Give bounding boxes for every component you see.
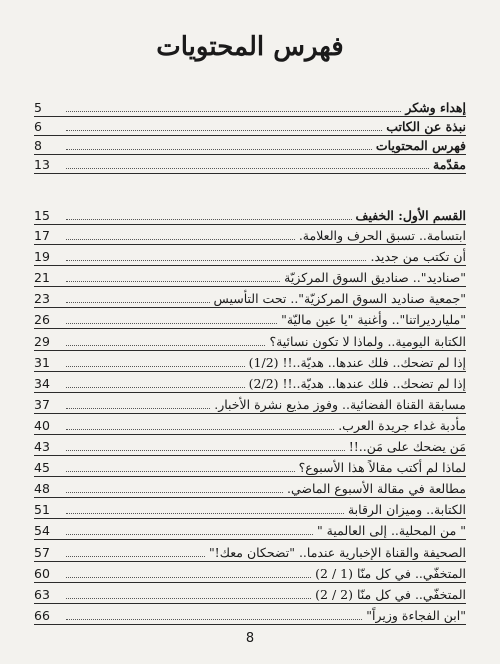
toc-title: "ابن الفجاءة وزيراً" [366,607,466,623]
toc-entry [34,330,466,351]
toc-entry [34,287,466,308]
toc-page-number: 40 [34,417,50,433]
toc-title: "مليارديراتنا".. وأغنية "يا عين ماليّة" [281,312,466,328]
toc-title: " من المحلية.. إلى العالمية " [316,523,466,539]
dot-leader [66,449,345,451]
dot-leader [66,129,382,131]
page-number: 8 [245,631,255,646]
dot-leader [66,533,313,535]
toc-page-number: 8 [34,138,42,153]
toc-page-number: 6 [34,119,42,134]
dot-leader [66,344,265,346]
dot-leader [66,512,344,514]
toc-entry [34,393,466,414]
toc-page-number: 34 [34,375,50,391]
dot-leader [66,470,295,472]
toc-page-number: 17 [34,228,50,243]
toc-title: "صناديد".. صناديق السوق المركزيّة [284,270,466,286]
toc-entry [34,266,466,287]
toc-entry [34,414,466,435]
dot-leader [66,218,352,220]
toc-entry [34,562,466,583]
dot-leader [66,365,245,367]
dot-leader [66,386,245,388]
dot-leader [66,238,295,240]
toc-entry [34,372,466,393]
dot-leader [66,301,210,303]
toc-page-number: 15 [34,208,50,223]
toc-title: أن تكتب من جديد. [370,249,466,265]
toc-entry [34,519,466,540]
toc-title: المتخفّي.. في كل منّا (1 / 2) [315,565,466,581]
section-heading [34,204,466,225]
toc-entry [34,583,466,604]
toc-page-number: 37 [34,396,50,412]
toc-page-number: 48 [34,481,50,497]
dot-leader [66,491,283,493]
toc-title: الكتابة اليومية.. ولماذا لا تكون نسائية؟ [269,333,466,349]
toc-page-number: 63 [34,586,50,602]
toc-page-number: 66 [34,607,50,623]
dot-leader [66,322,277,324]
toc-entry [34,477,466,498]
toc-title: لماذا لم أكتب مقالاً هذا الأسبوع؟ [298,460,466,476]
dot-leader [66,280,280,282]
toc-page-number: 54 [34,523,50,539]
toc-page-number: 60 [34,565,50,581]
toc-page-number: 26 [34,312,50,328]
toc-title: الكتابة.. وميزان الرقابة [347,502,466,518]
dot-leader [66,110,401,112]
toc-title: ابتسامة.. تسبق الحرف والعلامة. [298,228,466,243]
toc-page-number: 23 [34,291,50,307]
page-title: فهرس المحتويات [156,32,344,62]
toc-page-number: 21 [34,270,50,286]
toc-front-entry [34,115,466,136]
toc-title: المتخفّي.. في كل منّا (2 / 2) [315,586,466,602]
dot-leader [66,148,372,150]
dot-leader [66,597,311,599]
dot-leader [66,259,366,261]
toc-entry [34,498,466,519]
toc-title: القسم الأول: الخفيف [355,208,466,223]
toc-page-number: 45 [34,460,50,476]
dot-leader [66,555,205,557]
toc-page-number: 19 [34,249,50,265]
toc-title: إذا لم تضحك.. فلك عندها.. هديّة..!! (2/2) [248,375,466,391]
toc-entry [34,245,466,266]
toc-page-number: 29 [34,333,50,349]
toc-entry [34,604,466,625]
toc-title: "جمعية صناديد السوق المركزيّة".. تحت التأسيس [213,291,466,307]
toc-page-number: 43 [34,439,50,454]
dot-leader [66,576,311,578]
toc-entry [34,456,466,477]
toc-title: مقدّمة [433,157,466,172]
toc-title: فهرس المحتويات [375,138,466,153]
toc-entry [34,308,466,329]
toc-title: مطالعة في مقالة الأسبوع الماضي. [286,481,466,497]
toc-page-number: 57 [34,544,50,560]
toc-entry [34,224,466,245]
toc-entry [34,351,466,372]
toc-title: مأدبة غداء جريدة العرب. [338,417,466,433]
toc-page-number: 13 [34,157,50,172]
toc-entry [34,541,466,562]
toc-title: مسابقة القناة الفضائية.. وفوز مذيع نشرة الأخبار. [214,396,466,412]
dot-leader [66,428,334,430]
toc-title: الصحيفة والقناة الإخبارية عندما.. "تضحكان معك!" [208,544,466,560]
toc-front-entry [34,153,466,174]
dot-leader [66,407,210,409]
toc-page-number: 5 [34,100,42,115]
toc-page-number: 31 [34,354,50,370]
toc-front-entry [34,134,466,155]
toc-title: إهداء وشكر [405,100,466,115]
dot-leader [66,618,362,620]
toc-title: نبذة عن الكاتب [386,119,466,134]
toc-title: إذا لم تضحك.. فلك عندها.. هديّة..!! (1/2) [248,354,466,370]
toc-front-entry [34,96,466,117]
dot-leader [66,167,429,169]
toc-entry [34,435,466,456]
toc-title: مَن يضحك على مَن..!! [348,439,466,454]
toc-page-number: 51 [34,502,50,518]
